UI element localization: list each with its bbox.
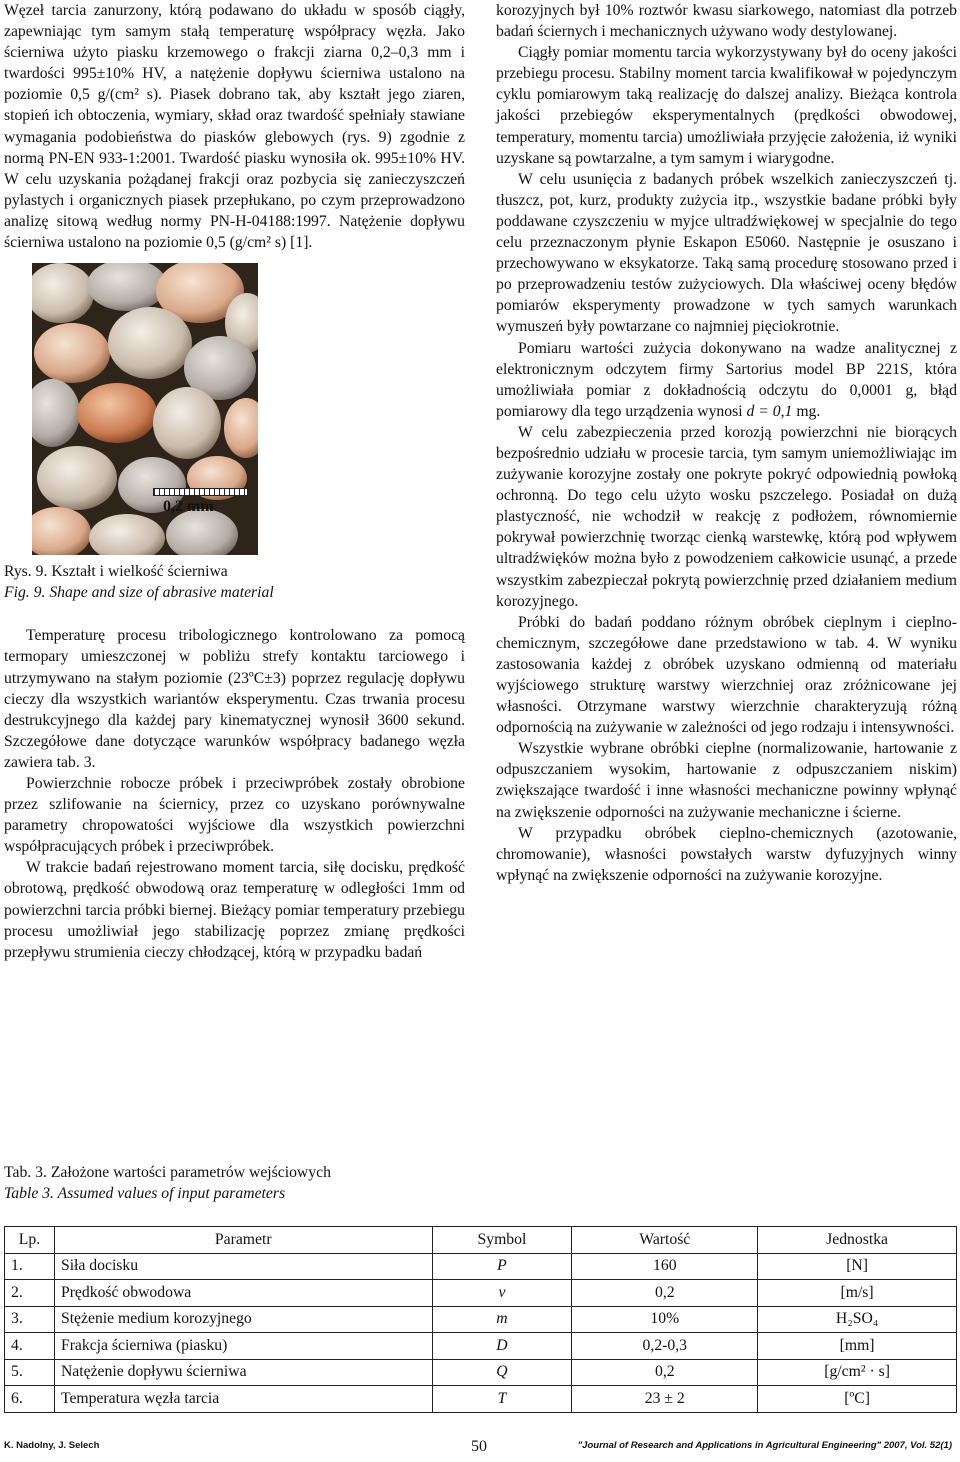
cell-wartosc: 0,2	[572, 1359, 758, 1386]
cell-symbol: P	[432, 1253, 572, 1280]
paragraph: W trakcie badań rejestrowano moment tarcia, siłę docisku, prędkość obrotową, prędkość obwodową oraz temperaturę w odległości 1mm od powierzchni tarcia próbki biernej. Bieżący pomiar temperatury przebiegu procesu umożliwiał jego stabilizację poprzez zmianę prędkości przepływu strumienia cieczy chłodzącej, którą w przypadku badań	[4, 859, 465, 961]
cell-parametr: Stężenie medium korozyjnego	[54, 1306, 432, 1333]
paragraph: Wszystkie wybrane obróbki cieplne (normalizowanie, hartowanie z odpuszczaniem wysokim, hartowanie z odpuszczaniem niskim) zwiększające twardość i inne własności mechaniczne powinny wpłynąć na zwiększenie odporności na zużywanie mechaniczne i ścierne.	[496, 740, 957, 821]
cell-lp: 2.	[5, 1280, 55, 1307]
sand-grains-photo	[32, 263, 258, 555]
table-row	[5, 1306, 957, 1333]
parameters-table	[4, 1226, 957, 1413]
cell-parametr: Frakcja ścierniwa (piasku)	[54, 1333, 432, 1360]
paragraph: Temperaturę procesu tribologicznego kontrolowano za pomocą termopary umieszczonej w pobliżu strefy kontaktu tarciowego i utrzymywano na stałym poziomie (23ºC±3) poprzez regulację dopływu cieczy dla wszystkich wariantów eksperymentu. Czas trwania procesu destrukcyjnego dla każdej pary kinematycznej wynosił 3600 sekund. Szczegółowe dane dotyczące warunków współpracy badanego węzła zawiera tab. 3.	[4, 627, 465, 771]
cell-jednostka: [ºC]	[758, 1386, 957, 1413]
paragraph: W celu zabezpieczenia przed korozją powierzchni nie biorących bezpośrednio udziału w procesie tarcia, tym samym uniemożliwiając im zużywanie korozyjne zostały one pokryte pokryć odpowiednią powłoką ochronną. Do tego celu użyto wosku pszczelego. Posiadał on dużą plastyczność, nie wchodził w reakcję z podłożem, równomiernie pokrywał powierzchnię tworząc cienką warstewkę, którą pod wpływem ultradźwięków można było z powodzeniem całkowicie usunąć, a przede wszystkim zabezpieczał pokrytą powierzchnię przed działaniem medium korozyjnego.	[496, 423, 957, 610]
cell-wartosc: 10%	[572, 1306, 758, 1333]
cell-lp: 6.	[5, 1386, 55, 1413]
cell-symbol: D	[432, 1333, 572, 1360]
paragraph: Węzeł tarcia zanurzony, którą podawano do układu w sposób ciągły, zapewniając tym samym stałą temperaturę współpracy węzła. Jako ścierniwa użyto piasku krzemowego o frakcji ziarna 0,2–0,3 mm i twardości 995±10% HV, a natężenie dopływu ścierniwa ustalono na poziomie 0,5 g/(cm² s). Piasek dobrano tak, aby kształt jego ziaren, stopień ich obtoczenia, wymiary, skład oraz twardość spełniały stawiane wymagania podobieństwa do piasków glebowych (rys. 9) zgodnie z normą PN-EN 933-1:2001. Twardość piasku wynosiła ok. 995±10% HV. W celu uzyskania pożądanej frakcji oraz pozbycia się zanieczyszczeń pylastych i organicznych piasek przepłukano, po czym przeprowadzono analizę sitową według normy PN-H-04188:1997. Natężenie dopływu ścierniwa ustalono na poziomie 0,5 (g/cm² s) [1].	[4, 2, 465, 252]
footer-journal: "Journal of Research and Applications in Agricultural Engineering" 2007, Vol. 52(1)	[577, 1440, 952, 1451]
paragraph: W celu usunięcia z badanych próbek wszelkich zanieczyszczeń tj. tłuszcz, pot, kurz, produkty zużycia itp., wszystkie badane próbki były poddawane czyszczeniu w myjce ultradźwiękowej w specjalnie do tego celu przeznaczonym płynie Eskapon E5060. Następnie je osuszano i przechowywano w eksykatorze. Taką samą procedurę stosowano przed i po przeprowadzeniu testów zużyciowych. Dla właściwej oceny błędów pomiarów eksperymenty prowadzone w tych samych warunkach wymuszeń były powtarzane co najmniej pięciokrotnie.	[496, 170, 957, 336]
cell-jednostka: [mm]	[758, 1333, 957, 1360]
figure-caption-pl: Rys. 9. Kształt i wielkość ścierniwa	[4, 563, 228, 581]
scale-ruler	[153, 488, 248, 496]
cell-symbol: m	[432, 1306, 572, 1333]
cell-parametr: Temperatura węzła tarcia	[54, 1386, 432, 1413]
footer-authors: K. Nadolny, J. Selech	[4, 1440, 100, 1451]
left-column	[4, 0, 465, 963]
table-row	[5, 1333, 957, 1360]
paragraph: korozyjnych był 10% roztwór kwasu siarkowego, natomiast dla potrzeb badań ściernych i mechanicznych używano wody destylowanej.	[496, 2, 957, 41]
table-row	[5, 1280, 957, 1307]
table-caption-en: Table 3. Assumed values of input parameters	[4, 1185, 286, 1203]
header-parametr: Parametr	[54, 1227, 432, 1254]
cell-lp: 4.	[5, 1333, 55, 1360]
cell-parametr: Prędkość obwodowa	[54, 1280, 432, 1307]
table-caption-pl: Tab. 3. Założone wartości parametrów wejściowych	[4, 1164, 331, 1181]
page-footer	[0, 1436, 960, 1462]
cell-wartosc: 0,2-0,3	[572, 1333, 758, 1360]
cell-lp: 3.	[5, 1306, 55, 1333]
header-lp: Lp.	[5, 1227, 55, 1254]
cell-jednostka: H₂SO₄	[758, 1306, 957, 1333]
table-header-row	[5, 1227, 957, 1254]
cell-wartosc: 0,2	[572, 1280, 758, 1307]
header-symbol: Symbol	[432, 1227, 572, 1254]
cell-wartosc: 23 ± 2	[572, 1386, 758, 1413]
cell-lp: 1.	[5, 1253, 55, 1280]
figure-caption-en: Fig. 9. Shape and size of abrasive material	[4, 584, 274, 602]
cell-wartosc: 160	[572, 1253, 758, 1280]
cell-symbol: Q	[432, 1359, 572, 1386]
cell-parametr: Natężenie dopływu ścierniwa	[54, 1359, 432, 1386]
paragraph	[496, 338, 957, 422]
cell-symbol: v	[432, 1280, 572, 1307]
scale-label: 0,2 mm	[163, 498, 214, 516]
page-number: 50	[471, 1438, 487, 1455]
table-caption	[4, 1162, 331, 1204]
right-column	[496, 0, 957, 886]
cell-symbol: T	[432, 1386, 572, 1413]
cell-lp: 5.	[5, 1359, 55, 1386]
paragraph: W przypadku obróbek cieplno-chemicznych (azotowanie, chromowanie), własności powstałych warstw dyfuzyjnych winny wpłynąć na zwiększenie odporności na zużywanie korozyjne.	[496, 824, 957, 884]
table-row	[5, 1253, 957, 1280]
cell-parametr: Siła docisku	[54, 1253, 432, 1280]
error-value: d = 0,1	[746, 402, 793, 420]
paragraph-text: Pomiaru wartości zużycia dokonywano na wadze analitycznej z elektronicznym odczytem firmy Sartorius model BP 221S, która umożliwiała pomiar z dokładnością odczytu do 0,0001 g, błąd pomiarowy dla tego urządzenia wynosi	[496, 339, 957, 420]
paragraph-text: mg.	[796, 402, 821, 420]
paragraph: Ciągły pomiar momentu tarcia wykorzystywany był do oceny jakości przebiegu procesu. Stabilny moment tarcia kwalifikował w pojedynczym cyklu pomiarowym taką realizację do dalszej analizy. Bieżąca kontrola jakości przebiegów eksperymentalnych (prędkości obwodowej, temperatury, momentu tarcia) umożliwiała przyjęcie założenia, iż wyniki uzyskane są powtarzalne, a tym samym i wiarygodne.	[496, 44, 957, 167]
scale-bar	[153, 488, 248, 516]
cell-jednostka: [g/cm² · s]	[758, 1359, 957, 1386]
header-wartosc: Wartość	[572, 1227, 758, 1254]
table-row	[5, 1386, 957, 1413]
cell-jednostka: [N]	[758, 1253, 957, 1280]
paragraph: Próbki do badań poddano różnym obróbek cieplnym i cieplno-chemicznym, szczegółowe dane przedstawiono w tab. 4. W wyniku zastosowania każdej z obróbek uzyskano odmienną od materiału wyjściowego strukturę warstwy wierzchniej oraz zróżnicowane jej własności. Otrzymane warstwy wierzchnie charakteryzują różną odpornością na zużywanie w zależności od jego rodzaju i intensywności.	[496, 613, 957, 737]
table-row	[5, 1359, 957, 1386]
paragraph: Powierzchnie robocze próbek i przeciwpróbek zostały obrobione przez szlifowanie na ściernicy, przez co uzyskano porównywalne parametry chropowatości wyjściowe dla wszystkich powierzchni współpracujących próbek i przeciwpróbek.	[4, 774, 465, 856]
header-jednostka: Jednostka	[758, 1227, 957, 1254]
cell-jednostka: [m/s]	[758, 1280, 957, 1307]
